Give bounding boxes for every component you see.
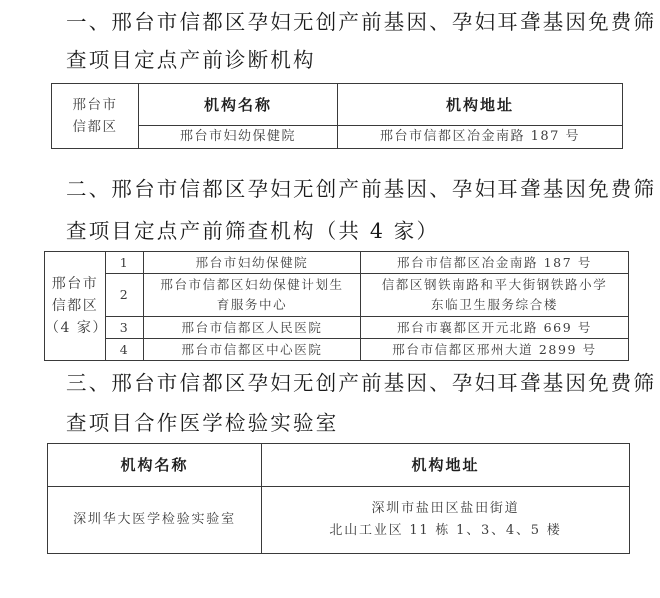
section-2-heading-line1: 二、邢台市信都区孕妇无创产前基因、孕妇耳聋基因免费筛: [66, 177, 657, 201]
row-number: 3: [106, 317, 144, 339]
header-institution-address: 机构地址: [262, 444, 630, 487]
region-cell: [52, 84, 139, 149]
header-institution-name: 机构名称: [48, 444, 262, 487]
section-1-table: [51, 83, 623, 149]
section-2-heading-line2: 查项目定点产前筛查机构（共 4 家）: [66, 219, 440, 243]
institution-name: 邢台市信都区人民医院: [144, 317, 361, 339]
institution-name: [144, 274, 361, 317]
region-cell: [45, 252, 106, 361]
institution-name: 深圳华大医学检验实验室: [48, 487, 262, 554]
table-row: [45, 339, 629, 361]
institution-name-line2: 育服务中心: [216, 297, 288, 312]
section-1-heading-line2: 查项目定点产前诊断机构: [66, 48, 316, 72]
region-line1: 邢台市: [51, 276, 99, 292]
institution-address-line2: 东临卫生服务综合楼: [431, 297, 558, 312]
table-row: [45, 252, 629, 274]
institution-address: 邢台市信都区冶金南路 187 号: [361, 252, 629, 274]
institution-address: [262, 487, 630, 554]
institution-name: 邢台市妇幼保健院: [144, 252, 361, 274]
section-2-heading: [66, 170, 656, 250]
section-3-heading: [66, 364, 656, 442]
institution-address: 邢台市信都区冶金南路 187 号: [338, 126, 623, 149]
row-number: 2: [106, 274, 144, 317]
table-row: [45, 317, 629, 339]
region-line2: 信都区: [72, 119, 118, 135]
table-row: [48, 487, 630, 554]
institution-address-line1: 深圳市盐田区盐田街道: [371, 501, 520, 516]
section-1-heading: [66, 3, 656, 79]
institution-name: 邢台市妇幼保健院: [139, 126, 338, 149]
region-line1: 邢台市: [72, 97, 118, 113]
header-institution-name: 机构名称: [139, 84, 338, 126]
section-3-heading-line2: 查项目合作医学检验实验室: [66, 411, 339, 435]
region-count: （4 家）: [45, 320, 108, 336]
institution-address: 邢台市襄都区开元北路 669 号: [361, 317, 629, 339]
institution-address: 邢台市信都区邢州大道 2899 号: [361, 339, 629, 361]
institution-name-line1: 邢台市信都区妇幼保健计划生: [160, 277, 344, 292]
row-number: 4: [106, 339, 144, 361]
section-3-heading-line1: 三、邢台市信都区孕妇无创产前基因、孕妇耳聋基因免费筛: [66, 371, 657, 395]
section-2-table: [44, 251, 629, 361]
institution-address-line2: 北山工业区 11 栋 1、3、4、5 楼: [329, 523, 562, 538]
section-1-heading-line1: 一、邢台市信都区孕妇无创产前基因、孕妇耳聋基因免费筛: [66, 10, 657, 34]
institution-name: 邢台市信都区中心医院: [144, 339, 361, 361]
section-3-table: [47, 443, 630, 554]
institution-address-line1: 信都区钢铁南路和平大街钢铁路小学: [381, 277, 608, 292]
header-institution-address: 机构地址: [338, 84, 623, 126]
row-number: 1: [106, 252, 144, 274]
table-row: [45, 274, 629, 317]
region-line2: 信都区: [51, 298, 99, 314]
institution-address: [361, 274, 629, 317]
